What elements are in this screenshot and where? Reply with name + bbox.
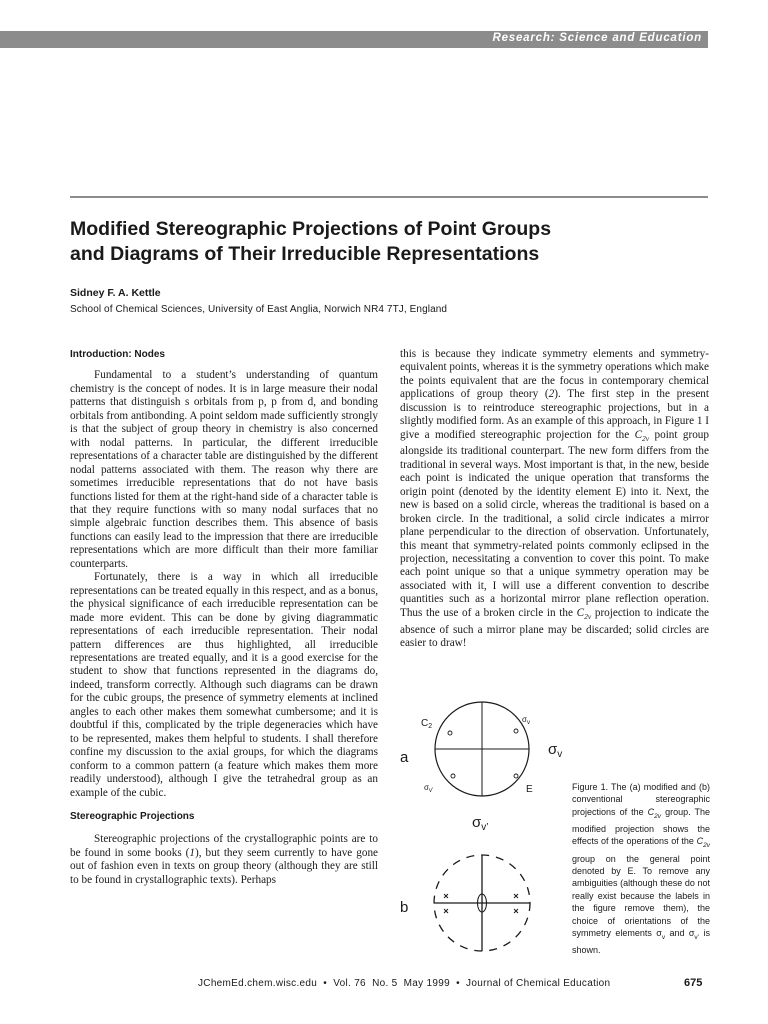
reference-2[interactable]: 2 — [548, 388, 555, 401]
label-e: E — [526, 784, 533, 795]
footer-citation: JChemEd.chem.wisc.edu • Vol. 76 No. 5 May 1999 • Journal of Chemical Education — [198, 978, 611, 989]
page-number: 675 — [684, 977, 703, 989]
point-e — [514, 774, 518, 778]
title-line-1: Modified Stereographic Projections of Point Groups — [70, 218, 552, 240]
label-c2: $C_2$ — [421, 718, 433, 730]
label-sigma-v-prime-small: $\sigma_{v’}$ — [424, 783, 434, 794]
paragraph-intro-1: Fundamental to a student’s understanding of quantum chemistry is the concept of nodes. It is in large measure their nodal patterns that distinguish s orbitals from p, p from d, and bonding orbitals from antibonding. A point seldom made sufficiently strongly is that the subject of group theory in chemistry is also concerned with nodal patterns. In particular, the different irreducible representations of a character table are distinguished by the different nodal patterns associated with them. The reason why there are sometimes irreducible representations that do not have basis functions listed for them at the right-hand side of a character table is that they require functions with so many nodal surfaces that no simple algebraic function describes them. This absence of basis functions can easily lead to the impression that there are irreducible representations which are more difficult than their more familiar counterparts. — [70, 369, 378, 570]
projection-b — [400, 855, 530, 951]
heading-stereographic: Stereographic Projections — [70, 810, 195, 822]
section-header-bar — [0, 31, 708, 48]
label-sigma-v-small: $\sigma_v$ — [522, 715, 530, 726]
paragraph-intro-2: Fortunately, there is a way in which all irreducible representations can be treated equally in this respect, and as a bonus, the physical significance of each irreducible representation can be made more evident. This can be done by giving diagrammatic representations of each irreducible representation. Their nodal pattern differences are thus highlighted, all irreducible representations are treated equally, and it is a good exercise for the student to show that functions represented in the diagrams do, indeed, transform correctly. Although such diagrams can be drawn for the cubic groups, the presence of symmetry elements at inclined angles to each other makes them somewhat cumbersome; and it is doubtful if this, complicated by the triple degeneracies which have to be represented, makes them helpful to students. I shall therefore confine my discussion to the axial groups, for which the diagrams conform to a common pattern (a feature which makes them more readily understood), although I give the tetrahedral group as an example of the cubic. — [70, 571, 378, 799]
figure-1 — [398, 700, 578, 970]
heading-introduction: Introduction: Nodes — [70, 349, 165, 360]
right-column — [400, 348, 709, 650]
section-label: Research: Science and Education — [492, 32, 702, 44]
figure-1-caption: Figure 1. The (a) modified and (b) conventional stereographic projections of the $C_{2v}$ group. The modified projection shows the effects of the operations of the $C_{2v}$ group on the general point denoted by E. To remove any ambiguities (although these do not really exist because the labels in the figure remove them), the choice of orientations of the symmetry elements $\sigma_v$ and $\sigma_{v’}$ is shown. — [572, 782, 710, 956]
paragraph-stereo-1: Stereographic projections of the crystallographic points are to be found in some books (1), but they seem currently to have gone out of fashion even in texts on group theory (although they are still to be found in crystallographic texts). Perhaps — [70, 833, 379, 886]
point-sigma-v-prime — [451, 774, 455, 778]
label-sigma-v-axis: $\sigma_v$ — [548, 741, 563, 760]
author-name: Sidney F. A. Kettle — [70, 287, 161, 299]
left-column — [70, 348, 378, 887]
paragraph-stereo-2: this is because they indicate symmetry elements and symmetry-equivalent points, whereas it is the symmetry operations which make the points equivalent that are the focus in contemporary chemical applications of group theory (2). The first step in the present discussion is to reintroduce stereographic projections, but in a slightly modified form. As an example of this approach, in Figure 1 I give a modified stereographic projection for the $C_{2v}$ point group alongside its traditional counterpart. The new form differs from the traditional in several ways. Most important is that, in the new, beside each point is indicated the unique operation that transforms the origin point (denoted by the identity element E) into it. Next, the new is based on a solid circle, whereas the traditional is based on a broken circle. In the traditional, a solid circle indicates a mirror plane perpendicular to the direction of observation. Unfortunately, this meant that symmetry-related points commonly eclipsed in the projection, necessitating a convention to cover this point. To make each point unique so that a unique symmetry operation may be associated with it, I will use a different convention to describe quantities such as a horizontal mirror plane reflection operation. Thus the use of a broken circle in the $C_{2v}$ projection to indicate the absence of such a mirror plane may be discarded; solid circles are easier to draw! — [400, 348, 710, 649]
label-a: a — [400, 749, 409, 766]
title-line-2: and Diagrams of Their Irreducible Representations — [70, 243, 540, 265]
label-b: b — [400, 899, 409, 916]
reference-1[interactable]: 1 — [189, 846, 196, 859]
point-sigma-v — [514, 729, 518, 733]
projection-a — [400, 702, 562, 833]
point-c2 — [448, 731, 452, 735]
label-sigma-v-prime-axis: $\sigma_{v’}$ — [472, 814, 489, 833]
article-title — [70, 217, 710, 267]
author-affiliation: School of Chemical Sciences, University of East Anglia, Norwich NR4 7TJ, England — [70, 304, 448, 315]
title-rule — [70, 196, 708, 198]
